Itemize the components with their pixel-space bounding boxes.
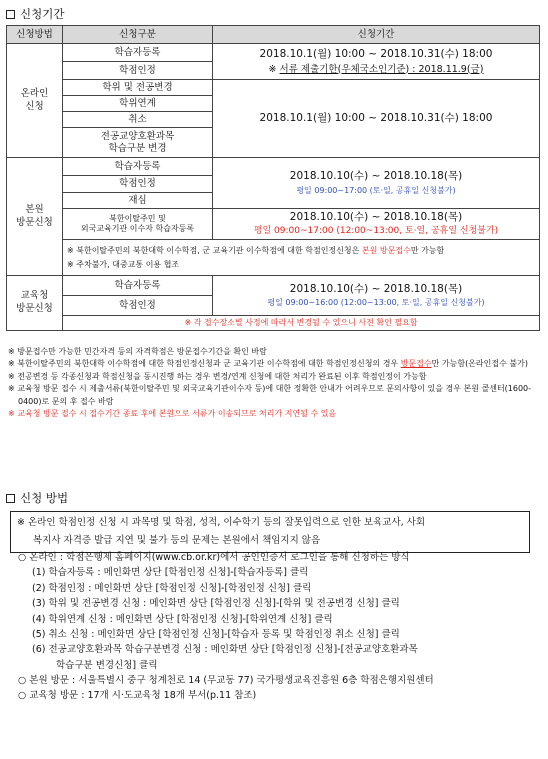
section-title-text: 신청기간 bbox=[20, 7, 65, 21]
visit-notes: ※ 북한이탈주민의 북한대학 이수학점, 군 교육기관 이수학점에 대한 학점인정신청은 본원 방문접수만 가능함 ※ 주차불가, 대중교통 이용 협조 bbox=[63, 240, 540, 276]
category-cell: 학습자등록 bbox=[63, 276, 213, 296]
note-item: ※ 북한이탈주민의 북한대학 이수학점에 대한 학점인정신청과 군 교육기관 이수학점에 대한 학점인정신청의 경우 방문접수만 가능함(온라인접수 불가) bbox=[8, 359, 528, 369]
header-period: 신청기간 bbox=[213, 26, 540, 44]
step-item: (2) 학점인정 : 메인화면 상단 [학점인정 신청]-[학점인정 신청] 클릭 bbox=[32, 582, 312, 594]
category-cell: 취소 bbox=[63, 112, 213, 128]
note-item: ※ 교육청 방문 접수 시 제출서류(북한이탈주민 및 외국교육기관이수자 등)에 대한 정확한 안내가 어려우므로 문의사항이 있을 경우 본원 콜센터(1600-0400)로 문의 후 접수 바람 bbox=[8, 384, 532, 406]
period-online-1: 2018.10.1(월) 10:00 ~ 2018.10.31(수) 18:00 ※ 서류 제출기한(우체국소인기준) : 2018.11.9(금) bbox=[213, 44, 540, 80]
period-visit-2: 2018.10.10(수) ~ 2018.10.18(목) 평일 09:00~17:00 (12:00~13:00, 토·일, 공휴일 신청불가) bbox=[213, 209, 540, 240]
method-edu: ○ 교육청 방문 : 17개 시·도교육청 18개 부서(p.11 참조) bbox=[18, 690, 257, 702]
note-item: ※ 방문접수만 가능한 민간자격 등의 자격학점은 방문접수기간을 확인 바람 bbox=[8, 347, 267, 356]
warning-box: ※ 온라인 학점인정 신청 시 과목명 및 학점, 성적, 이수학기 등의 잘못입력으로 인한 보육교사, 사회 복지사 자격증 발급 지연 및 불가 등의 문제는 본원에서 책임지지 않음 bbox=[10, 511, 530, 553]
method-edu: 교육청 방문신청 bbox=[7, 276, 63, 331]
methods-list bbox=[18, 550, 538, 704]
section-title-text: 신청 방법 bbox=[20, 491, 69, 505]
category-cell: 학점인정 bbox=[63, 296, 213, 316]
category-cell: 재심 bbox=[63, 193, 213, 209]
header-method: 신청방법 bbox=[7, 26, 63, 44]
application-period-table bbox=[6, 25, 540, 331]
step-item: (4) 학위연계 신청 : 메인화면 상단 [학점인정 신청]-[학위연계 신청] 클릭 bbox=[32, 613, 333, 625]
period-visit-1: 2018.10.10(수) ~ 2018.10.18(목) 평일 09:00~17:00 (토·일, 공휴일 신청불가) bbox=[213, 158, 540, 209]
note-item: ※ 교육청 방문 접수 시 접수기간 종료 후에 본원으로 서류가 이송되므로 처리가 지연될 수 있음 bbox=[8, 408, 337, 418]
method-online: ○ 온라인 : 학점은행제 홈페이지(www.cb.or.kr)에서 공인인증서 로그인을 통해 신청하는 방식 bbox=[18, 552, 410, 563]
period-edu: 2018.10.10(수) ~ 2018.10.18(목) 평일 09:00~16:00 (12:00~13:00, 토·일, 공휴일 신청불가) bbox=[213, 276, 540, 316]
step-item-cont: 학습구분 변경신청] 클릭 bbox=[56, 659, 158, 671]
step-item: (3) 학위 및 전공변경 신청 : 메인화면 상단 [학점인정 신청]-[학위 및 전공변경 신청] 클릭 bbox=[32, 598, 400, 610]
header-category: 신청구분 bbox=[63, 26, 213, 44]
step-item: (6) 전공교양호환과목 학습구분변경 신청 : 메인화면 상단 [학점인정 신청]-[전공교양호환과목 bbox=[32, 644, 418, 656]
category-cell: 학위연계 bbox=[63, 96, 213, 112]
square-bullet-icon bbox=[6, 10, 15, 19]
step-item: (5) 취소 신청 : 메인화면 상단 [학점인정 신청]-[학습자 등록 및 학점인정 취소 신청] 클릭 bbox=[32, 628, 400, 640]
section-title-method bbox=[6, 490, 68, 506]
category-cell: 북한이탈주민 및 외국교육기관 이수자 학습자등록 bbox=[63, 209, 213, 240]
step-item: (1) 학습자등록 : 메인화면 상단 [학점인정 신청]-[학습자등록] 클릭 bbox=[32, 567, 309, 579]
method-visit: ○ 본원 방문 : 서울특별시 중구 청계천로 14 (무교동 77) 국가평생교육진흥원 6층 학점은행지원센터 bbox=[18, 675, 434, 686]
notes-list bbox=[8, 346, 536, 420]
category-cell: 학습자등록 bbox=[63, 158, 213, 176]
method-visit: 본원 방문신청 bbox=[7, 158, 63, 276]
category-cell: 학점인정 bbox=[63, 62, 213, 80]
deadline-note: 서류 제출기한(우체국소인기준) : 2018.11.9(금) bbox=[279, 63, 484, 75]
category-cell: 학습자등록 bbox=[63, 44, 213, 62]
note-item: ※ 전공변경 등 각종신청과 학점신청을 동시진행 하는 경우 변경/연계 신청에 대한 처리가 완료된 이후 학점인정이 가능함 bbox=[8, 371, 427, 381]
section-title-period bbox=[6, 6, 64, 22]
category-cell: 전공교양호환과목 학습구분 변경 bbox=[63, 128, 213, 158]
edu-note: ※ 각 접수장소별 사정에 따라서 변경될 수 있으니 사전 확인 필요함 bbox=[63, 316, 540, 331]
category-cell: 학위 및 전공변경 bbox=[63, 80, 213, 96]
method-online: 온라인 신청 bbox=[7, 44, 63, 158]
period-online-2: 2018.10.1(월) 10:00 ~ 2018.10.31(수) 18:00 bbox=[213, 80, 540, 158]
square-bullet-icon bbox=[6, 494, 15, 503]
category-cell: 학점인정 bbox=[63, 176, 213, 193]
